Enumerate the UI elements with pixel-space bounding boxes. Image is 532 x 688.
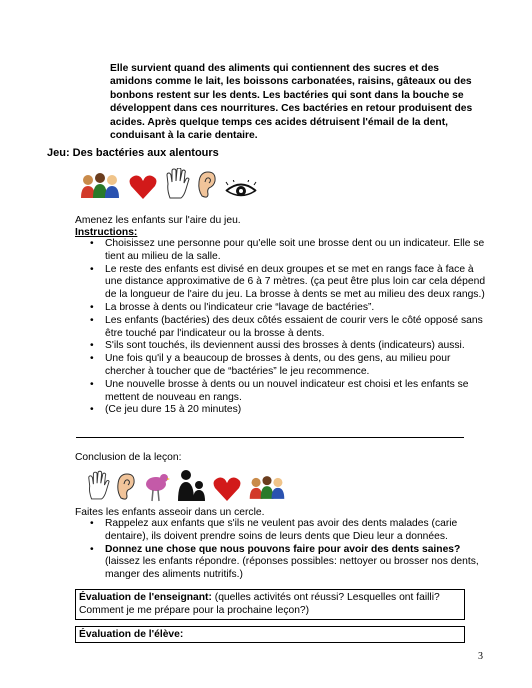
instructions-list [92,238,488,417]
list-item: • Les enfants (bactéries) des deux côtés essaient de courir vers le côté opposé sans être touché par l'indicateur ou la brosse à dents. [92,315,488,341]
heart-icon [128,174,158,200]
conclusion-title: Conclusion de la leçon: [75,452,182,463]
list-item: • Le reste des enfants est divisé en deux groupes et se met en rangs face à face à une distance approximative de 6 à 7 mètres. (ça peut être plus loin car cela dépend de la longueur de l'aire du jeu. La brosse à dents se met au milieu des deux rangs.) [92,264,488,302]
list-item: • Rappelez aux enfants que s'ils ne veulent pas avoir des dents malades (carie dentaire), ils doivent prendre soins de leurs dents que Dieu leur a données. [92,518,484,544]
list-item: • Choisissez une personne pour qu'elle soit une brosse dent ou un indicateur. Elle se tient au milieu de la salle. [92,238,488,264]
parent-child-icon [175,468,207,502]
instructions-label: Instructions: [75,227,138,238]
student-evaluation-box [75,626,465,643]
teacher-evaluation-box [75,589,465,620]
bird-icon [142,470,170,502]
list-item: • (Ce jeu dure 15 à 20 minutes) [92,404,488,417]
page-number: 3 [478,651,483,662]
conclusion-icon-row [86,468,287,502]
section-divider [76,437,464,438]
game-lead: Amenez les enfants sur l'aire du jeu. [75,215,241,226]
game-icon-row [78,168,258,200]
list-item: • S'ils sont touchés, ils deviennent aussi des brosses à dents (indicateurs) aussi. [92,340,488,353]
list-item: • La brosse à dents ou l'indicateur crie “lavage de bactéries”. [92,302,488,315]
teacher-evaluation-label: Évaluation de l'enseignant: [79,592,212,603]
ear-icon [115,472,137,502]
list-item: • Une nouvelle brosse à dents ou un nouvel indicateur est choisi et les enfants se mettent de nouveau en rangs. [92,379,488,405]
game-title: Jeu: Des bactéries aux alentours [47,147,219,159]
hand-icon [86,470,110,502]
intro-paragraph: Elle survient quand des aliments qui contiennent des sucres et des amidons comme le lait, les boissons carbonatées, raisins, gâteaux ou des bonbons restent sur les dents. Les bactéries qui sont dans la bouche se développent dans ces nourritures. Ces bactéries en retour produisent des acides. Après quelque temps ces acides détruisent l'émail de la dent, conduisant à la carie dentaire. [110,63,473,142]
student-evaluation-label: Évaluation de l'élève: [79,629,184,640]
hand-icon [164,168,190,200]
conclusion-list [92,518,484,582]
eye-icon [224,180,258,200]
list-item [92,544,484,582]
teacher-evaluation-text: (quelles activités ont réussi? Lesquelles ont failli? Comment je me prépare pour la prochaine leçon?) [79,592,440,616]
conclusion-question: Donnez une chose que nous pouvons faire pour avoir des dents saines? [105,543,461,555]
heart-icon [212,476,242,502]
people-group-icon [247,472,287,502]
conclusion-question-note: (laissez les enfants répondre. (réponses possibles: nettoyer ou brosser nos dents, manger des aliments nutritifs.) [105,556,479,581]
conclusion-lead: Faites les enfants asseoir dans un cercle. [75,507,265,518]
people-group-icon [78,170,122,200]
ear-icon [196,170,218,200]
list-item: • Une fois qu'il y a beaucoup de brosses à dents, ou des gens, au milieu pour chercher à toucher que de “bactéries” le jeu recommence. [92,353,488,379]
